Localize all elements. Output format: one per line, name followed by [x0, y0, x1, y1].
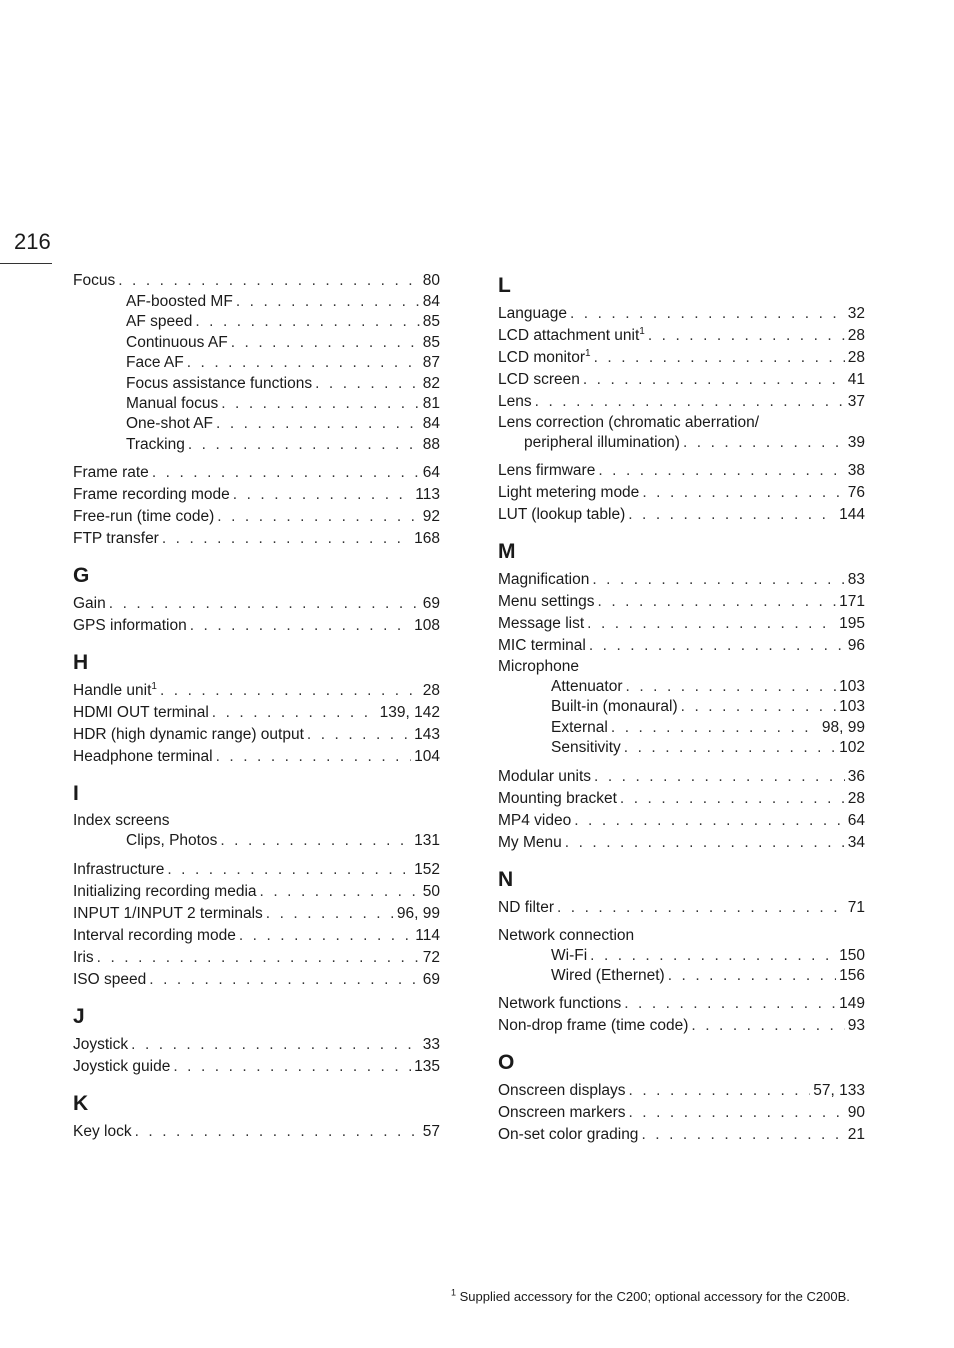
index-subentry: AF speed . . . 85 [73, 312, 440, 332]
index-entry: Lens . . . 37 [498, 391, 865, 413]
index-entry: Frame recording mode . . . 113 [73, 484, 440, 506]
index-group-lens-correction [498, 413, 865, 453]
index-entry: Free-run (time code) . . . 92 [73, 506, 440, 528]
section-letter-g: G [73, 564, 90, 588]
index-entry: Non-drop frame (time code) . . . 93 [498, 1015, 865, 1037]
index-entry: LCD monitor$^1$ . . . 28 [498, 347, 865, 369]
index-group-microphone [498, 657, 865, 759]
index-entry: Onscreen displays . . . 57, 133 [498, 1080, 865, 1102]
index-entry: Focus . . . 80 [73, 270, 440, 292]
index-entry: ISO speed . . . 69 [73, 969, 440, 991]
index-entry: Handle unit$^1$ . . . 28 [73, 680, 440, 702]
index-entry: Light metering mode . . . 76 [498, 482, 865, 504]
section-letter-i: I [73, 782, 79, 806]
index-subentry: Sensitivity . . . 102 [498, 738, 865, 758]
index-entry: Magnification . . . 83 [498, 569, 865, 591]
index-entry: Joystick . . . 33 [73, 1034, 440, 1056]
page-number-rule [0, 263, 52, 264]
index-entry: FTP transfer . . . 168 [73, 528, 440, 550]
index-entry: Lens firmware . . . 38 [498, 460, 865, 482]
index-entry: ND filter . . . 71 [498, 897, 865, 919]
footnote-mark: 1 [151, 681, 157, 693]
index-entry: HDMI OUT terminal . . . 139, 142 [73, 702, 440, 724]
index-entry: Key lock . . . 57 [73, 1121, 440, 1143]
index-entry: My Menu . . . 34 [498, 832, 865, 854]
index-entry: Interval recording mode . . . 114 [73, 925, 440, 947]
index-entry: LUT (lookup table) . . . 144 [498, 504, 865, 526]
index-entry: Message list . . . 195 [498, 613, 865, 635]
index-entry: On-set color grading . . . 21 [498, 1124, 865, 1146]
index-column-left [73, 270, 440, 1143]
index-entry: GPS information . . . 108 [73, 615, 440, 637]
footnote-text: Supplied accessory for the C200; optional accessory for the C200B. [459, 1289, 850, 1304]
index-entry: INPUT 1/INPUT 2 terminals . . . 96, 99 [73, 903, 440, 925]
index-entry: LCD attachment unit$^1$ . . . 28 [498, 325, 865, 347]
index-entry: Iris . . . 72 [73, 947, 440, 969]
index-subentry: Wired (Ethernet) . . . 156 [498, 966, 865, 986]
index-subentry: Wi-Fi . . . 150 [498, 946, 865, 966]
section-letter-m: M [498, 540, 516, 563]
index-entry: HDR (high dynamic range) output . . . 143 [73, 724, 440, 746]
index-entry: Initializing recording media . . . 50 [73, 881, 440, 903]
index-entry: MP4 video . . . 64 [498, 810, 865, 832]
index-entry-head: Index screens [73, 812, 170, 830]
index-subentry: Focus assistance functions . . . 82 [73, 374, 440, 394]
index-subentry: Tracking . . . 88 [73, 435, 440, 455]
index-subentry: Continuous AF . . . 85 [73, 333, 440, 353]
index-group-index-screens [73, 811, 440, 851]
index-entry: MIC terminal . . . 96 [498, 635, 865, 657]
footnote-mark: 1 [639, 325, 645, 337]
footnote-mark: 1 [585, 347, 591, 359]
index-entry: Headphone terminal . . . 104 [73, 746, 440, 768]
index-entry: Mounting bracket . . . 28 [498, 788, 865, 810]
index-subentry: AF-boosted MF . . . 84 [73, 292, 440, 312]
index-group-network-connection [498, 926, 865, 987]
index-entry-head: Network connection [498, 926, 635, 944]
index-subentry: External . . . 98, 99 [498, 718, 865, 738]
section-letter-l: L [498, 274, 511, 297]
section-letter-h: H [73, 651, 89, 675]
index-subentry: Face AF . . . 87 [73, 353, 440, 373]
index-entry: Onscreen markers . . . 90 [498, 1102, 865, 1124]
index-entry: Infrastructure . . . 152 [73, 859, 440, 881]
index-entry: Menu settings . . . 171 [498, 591, 865, 613]
index-subentry: Clips, Photos . . . 131 [73, 831, 440, 851]
index-entry: Modular units . . . 36 [498, 766, 865, 788]
index-group-focus [73, 270, 440, 455]
index-subentry: Manual focus . . . 81 [73, 394, 440, 414]
index-subentry: Built-in (monaural) . . . 103 [498, 697, 865, 717]
index-entry: Network functions . . . 149 [498, 993, 865, 1015]
index-entry: LCD screen . . . 41 [498, 369, 865, 391]
index-entry-head: Microphone [498, 658, 579, 675]
footnote [451, 1289, 850, 1304]
index-subentry: Attenuator . . . 103 [498, 677, 865, 697]
section-letter-k: K [73, 1091, 89, 1115]
index-entry: Language . . . 32 [498, 303, 865, 325]
section-letter-j: J [73, 1004, 85, 1028]
index-entry: Joystick guide . . . 135 [73, 1056, 440, 1078]
index-subentry: One-shot AF . . . 84 [73, 414, 440, 434]
index-entry-head: Lens correction (chromatic aberration/ [498, 414, 760, 431]
section-letter-n: N [498, 867, 514, 891]
footnote-mark: 1 [451, 1287, 457, 1298]
index-entry: Gain . . . 69 [73, 593, 440, 615]
section-letter-o: O [498, 1051, 515, 1075]
index-entry: Frame rate . . . 64 [73, 462, 440, 484]
index-column-right [498, 270, 865, 1146]
index-group-nd [498, 897, 865, 919]
index-entry-continuation: peripheral illumination) . . . 39 [498, 433, 865, 453]
page-number: 216 [14, 229, 51, 254]
